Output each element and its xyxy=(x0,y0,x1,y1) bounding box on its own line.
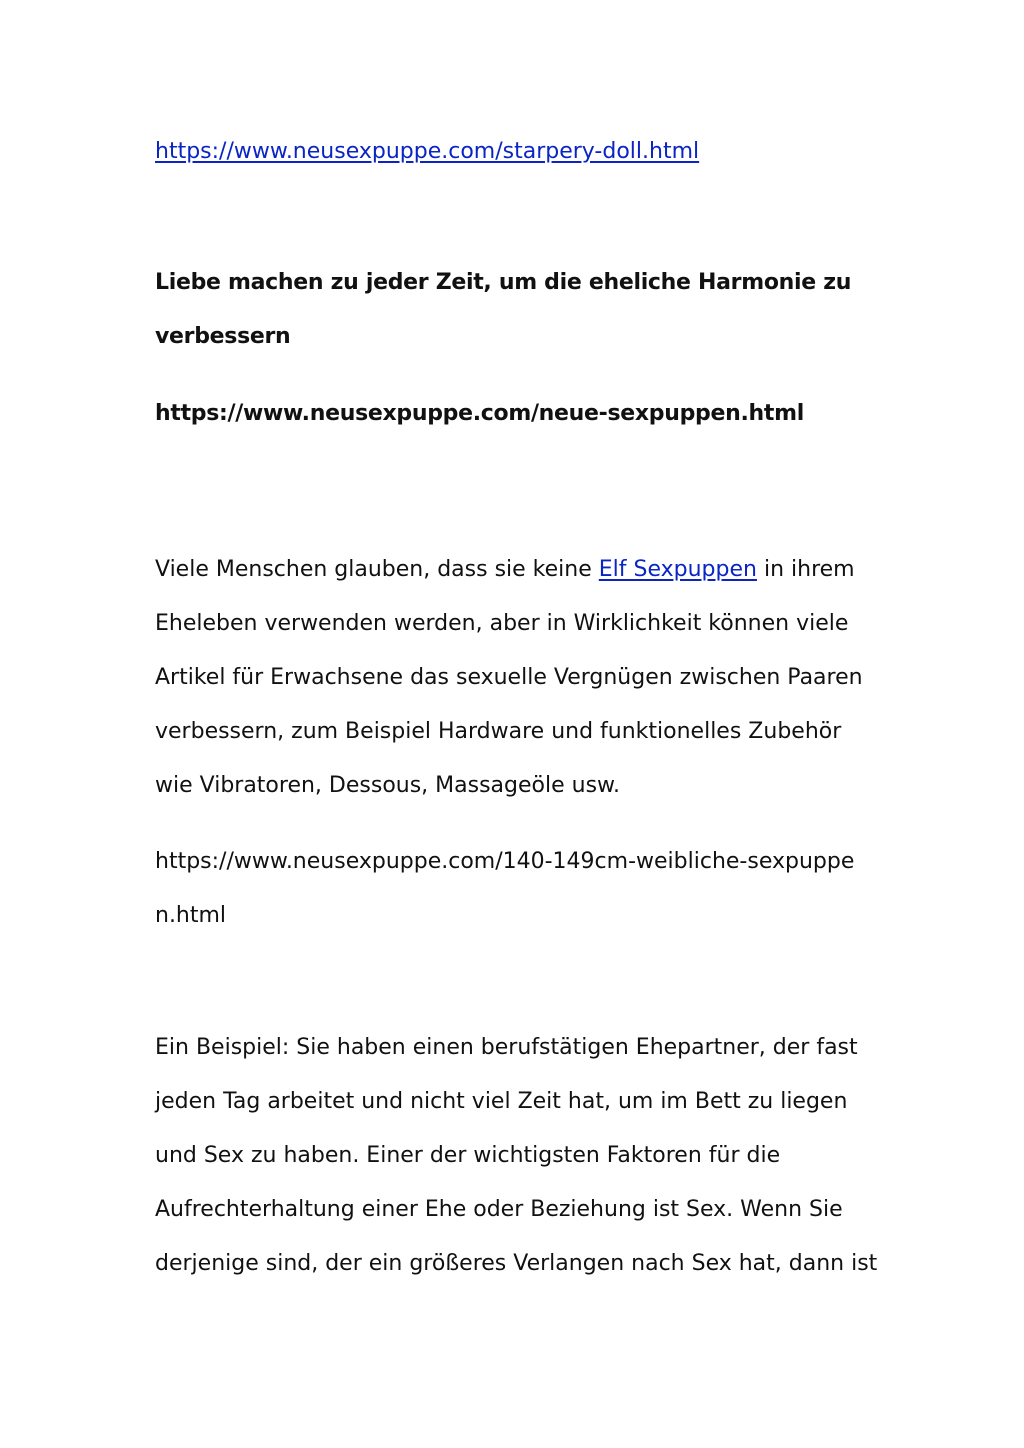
paragraph-2-line-2: jeden Tag arbeitet und nicht viel Zeit hat, um im Bett zu liegen xyxy=(155,1089,848,1114)
heading-line-1: Liebe machen zu jeder Zeit, um die eheliche Harmonie zu xyxy=(155,270,852,295)
heading-url-text: https://www.neusexpuppe.com/neue-sexpuppen.html xyxy=(155,401,804,426)
paragraph-1-line-5: wie Vibratoren, Dessous, Massageöle usw. xyxy=(155,773,621,798)
paragraph-2 xyxy=(155,1021,877,1291)
section-heading xyxy=(155,256,851,364)
heading-url-block xyxy=(155,387,804,441)
paragraph-1-text-after-link: in ihrem xyxy=(756,557,855,582)
elf-sexpuppen-link[interactable]: Elf Sexpuppen xyxy=(598,557,757,582)
paragraph-1-line-1 xyxy=(155,543,863,597)
url-text-line-2: n.html xyxy=(155,903,227,928)
paragraph-2-line-3: und Sex zu haben. Einer der wichtigsten Faktoren für die xyxy=(155,1143,781,1168)
paragraph-1-line-3: Artikel für Erwachsene das sexuelle Vergnügen zwischen Paaren xyxy=(155,665,863,690)
paragraph-2-line-1: Ein Beispiel: Sie haben einen berufstätigen Ehepartner, der fast xyxy=(155,1035,858,1060)
paragraph-2-line-4: Aufrechterhaltung einer Ehe oder Beziehung ist Sex. Wenn Sie xyxy=(155,1197,843,1222)
paragraph-1-line-4: verbessern, zum Beispiel Hardware und funktionelles Zubehör xyxy=(155,719,842,744)
paragraph-2-line-5: derjenige sind, der ein größeres Verlangen nach Sex hat, dann ist xyxy=(155,1251,878,1276)
heading-line-2: verbessern xyxy=(155,324,291,349)
top-link-block xyxy=(155,125,699,179)
starpery-doll-link[interactable]: https://www.neusexpuppe.com/starpery-doll.html xyxy=(155,139,700,164)
url-text-block xyxy=(155,835,854,943)
url-text-line-1: https://www.neusexpuppe.com/140-149cm-weibliche-sexpuppe xyxy=(155,849,855,874)
paragraph-1-text-before-link: Viele Menschen glauben, dass sie keine xyxy=(155,557,599,582)
paragraph-1 xyxy=(155,543,863,813)
paragraph-1-line-2: Eheleben verwenden werden, aber in Wirklichkeit können viele xyxy=(155,611,849,636)
